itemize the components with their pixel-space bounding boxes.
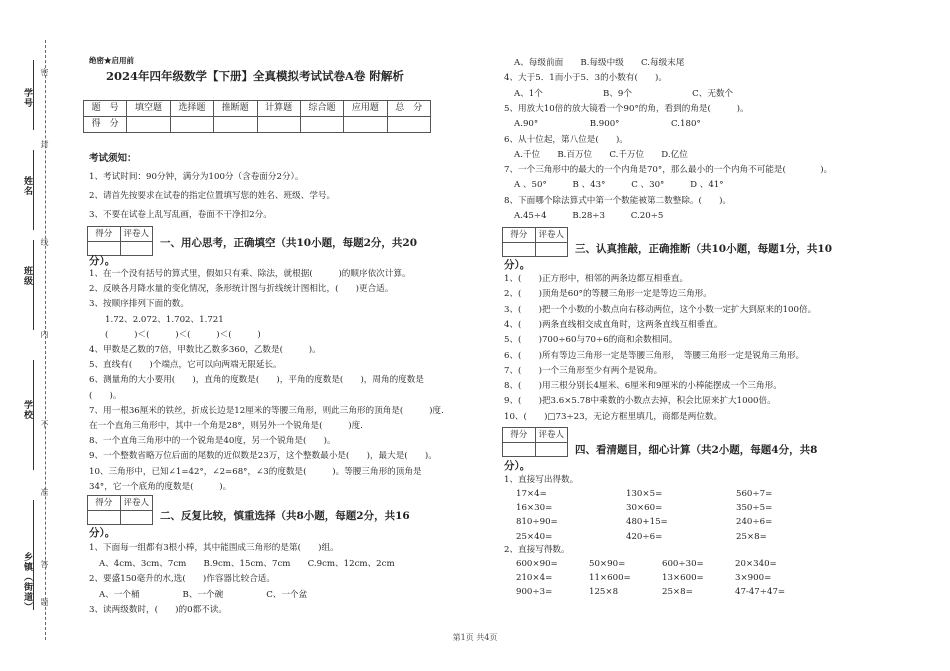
notice-item: 2、请首先按要求在试卷的指定位置填写您的姓名、班级、学号。 [89,191,336,201]
calc-item: 240÷6= [736,517,773,528]
calc-item: 125×8 [589,587,619,598]
calc-item: 600×90= [516,559,558,569]
question-line: 4、大于5．1而小于5．3的小数有( )。 [504,73,667,84]
score-table-cell: 综合题 [300,101,343,117]
question-line: A、1个 B、9个 C、无数个 [514,88,734,99]
score-table-cell: 应用题 [344,101,387,117]
grader-box-grader: 评卷人 [123,229,149,239]
grader-box-grader: 评卷人 [123,498,149,508]
question-line: A 、50° B 、43° C 、30° D 、41° [514,180,724,191]
calc-item: 30×60= [626,503,663,514]
score-table [83,100,431,133]
page-title: 2024年四年级数学【下册】全真模拟考试试卷A卷 附解析 [106,69,404,83]
calc-item: 25×40= [516,531,553,542]
judgement-line: 8、( )用三根分别长4厘米、6厘米和9厘米的小棒能摆成一个三角形。 [504,381,782,392]
grader-box-grader: 评卷人 [538,430,564,440]
section3-heading: 三、认真推敲，正确推断（共10小题，每题1分，共10 [575,243,833,255]
calc-item: 25×8= [736,531,767,542]
question-line: 1.72、2.072、1.702、1.721 [105,314,224,325]
notice-title: 考试须知： [89,153,137,164]
section4-heading-tail: 分）。 [504,460,531,472]
score-table-cell: 得 分 [84,117,127,133]
margin-label-township: 乡镇（街道） [22,552,32,612]
score-table-cell: 总 分 [387,101,430,117]
binding-dashed-line [45,40,46,640]
section4-heading: 四、看清题目，细心计算（共2小题，每题4分，共8 [575,444,818,456]
calc-item: 20×340= [735,559,777,569]
question-line: A.45÷4 B.28÷3 C.20÷5 [514,211,664,221]
question-line: 3、读两级数时，( )的0都不读。 [89,605,227,616]
question-line: 在一个直角三角形中，其中一个角是28°，则另外一个锐角是( )度. [89,421,363,431]
question-line: 1、在一个没有括号的算式里，假如只有乘、除法，就根据( )的顺序依次计算。 [89,269,411,279]
question-line: 1、下面每一组都有3根小棒，其中能围成三角形的是第( )组。 [89,543,339,553]
seal-mark-5: 不 [40,420,49,428]
question-line: A、4cm、3cm、7cm B.9cm、15cm、7cm C.9cm、12cm、2cm [99,558,395,569]
margin-label-student-id: 学号 [22,88,32,108]
judgement-line: 2、( )顶角是60°的等腰三角形一定是等边三角形。 [504,289,712,300]
score-input-cell[interactable] [300,117,343,133]
score-table-header-row [84,101,431,117]
question-line: 2、反映各月降水量的变化情况，条形统计图与折线统计图相比，( )更合适。 [89,284,394,295]
question-line: 34°，它一个底角的度数是( )。 [89,481,232,492]
section4-sub1: 1、直接写出得数。 [504,475,579,485]
question-line: 7、用一根36厘米的铁丝，折成长边是12厘米的等腰三角形，则此三角形的顶角是( )度. [89,405,444,416]
score-table-cell: 计算题 [257,101,300,117]
section2-heading: 二、反复比较，慎重选择（共8小题，每题2分，共16 [160,510,410,522]
grader-box-blank[interactable] [502,442,568,457]
score-table-cell: 题 号 [84,101,127,117]
seal-mark-6: 准 [40,488,49,496]
notice-item: 1、考试时间：90分钟，满分为100分（含卷面分2分）。 [89,172,304,182]
judgement-line: 7、( )一个三角形至少有两个是锐角。 [504,365,663,376]
score-input-cell[interactable] [257,117,300,133]
calc-item: 16×30= [516,503,553,514]
score-table-cell: 选择题 [170,101,213,117]
name-underline [33,150,34,230]
seal-mark-4: 内 [40,330,49,338]
grader-box [502,227,568,243]
question-line: 3、按顺序排列下面的数。 [89,299,189,310]
seal-mark-2: 封 [40,140,49,148]
question-line: 4、甲数是乙数的7倍，甲数比乙数多360，乙数是( )。 [89,345,321,355]
calc-item: 900÷3= [516,587,553,598]
section4-sub2: 2、直接写得数。 [504,545,570,555]
seal-mark-3: 线 [40,238,49,246]
calc-item: 560÷7= [736,489,773,499]
question-line: 2、要盛150毫升的水,选( )作容器比较合适。 [89,574,275,585]
judgement-line: 6、( )所有等边三角形一定是等腰三角形， 等腰三角形一定是锐角三角形。 [504,350,805,361]
score-input-cell[interactable] [344,117,387,133]
grader-box-score: 得分 [503,428,536,442]
question-line: ( )。 [89,390,122,401]
question-line: 5、用放大10倍的放大镜看一个90°的角，看到的角是( )。 [504,103,749,114]
question-line: 7、一个三角形中的最大的一个内角是70°，那么最小的一个内角不可能是( )。 [504,165,833,176]
calc-item: 17×4= [516,489,547,499]
seal-mark-7: 答 [40,560,49,568]
question-line: 10、三角形中，已知∠1=42°，∠2=68°，∠3的度数是( )。等腰三角形的顶角是 [89,466,422,477]
seal-mark-1: 密 [40,68,49,76]
calc-item: 25×8= [662,587,693,598]
calc-item: 210×4= [516,573,553,584]
score-input-cell[interactable] [170,117,213,133]
question-line: 8、下面哪个除法算式中第一个数能被第二数整除。( )。 [504,195,732,206]
grader-box-score: 得分 [88,496,121,510]
calc-item: 47-47÷47= [735,587,786,598]
calc-item: 420÷6= [626,531,663,542]
score-input-cell[interactable] [127,117,170,133]
notice-item: 3、不要在试卷上乱写乱画，卷面不干净扣2分。 [89,210,272,220]
township-underline [33,500,34,610]
question-line: 9、一个整数省略万位后面的尾数的近似数是23万，这个整数最小是( )，最大是( )。 [89,451,437,462]
score-table-cell: 填空题 [127,101,170,117]
score-table-score-row [84,117,431,133]
section1-heading-tail: 分）。 [89,255,116,267]
question-line: A.千位 B.百万位 C.千万位 D.亿位 [514,149,688,160]
question-line: 6、从十位起，第八位是( )。 [504,134,628,145]
grader-box-score: 得分 [503,228,536,242]
judgement-line: 1、( )正方形中，相邻的两条边都互相垂直。 [504,274,689,284]
judgement-line: 10、( )□73÷23，无论方框里填几，商都是两位数。 [504,411,723,422]
calc-item: 810÷90= [516,517,558,528]
class-underline [33,240,34,330]
section2-heading-tail: 分）。 [89,527,116,539]
margin-label-class: 班级 [22,266,32,286]
question-line: 8、一个直角三角形中的一个锐角是40度，另一个锐角是( )。 [89,436,336,447]
margin-label-name: 姓名 [22,176,32,196]
grader-box [502,427,568,443]
judgement-line: 4、( )两条直线相交成直角时，这两条直线互相垂直。 [504,319,723,330]
calc-item: 13×600= [662,573,704,584]
calc-item: 350÷5= [736,503,773,514]
grader-box-blank[interactable] [87,241,153,256]
calc-item: 50×90= [589,559,626,569]
score-table-cell: 推断题 [214,101,257,117]
question-line: A.90° B.900° C.180° [514,119,701,130]
judgement-line: 5、( )700÷60与70÷6的商和余数相同。 [504,335,678,346]
calc-item: 130×5= [626,489,663,499]
question-line: 6、测量角的大小要用( )，直角的度数是( )，平角的度数是( )，周角的度数是 [89,375,424,386]
student-id-underline [33,60,34,130]
grader-box-score: 得分 [88,227,121,241]
section3-heading-tail: 分）。 [504,259,531,271]
school-underline [33,360,34,470]
section1-heading: 一、用心思考，正确填空（共10小题，每题2分，共20 [160,237,418,249]
question-line: ( )＜( )＜( )＜( ) [105,329,261,340]
page-footer: 第1页 共4页 [452,633,498,642]
grader-box-blank[interactable] [87,510,153,525]
calc-item: 11×600= [589,573,631,584]
judgement-line: 9、( )把3.6×5.78中乘数的小数点去掉，积会比原来扩大1000倍。 [504,396,776,407]
grader-box [87,495,153,511]
calc-item: 600÷30= [662,559,704,569]
secret-label: 绝密★启用前 [89,56,134,65]
seal-mark-8: 题 [40,598,49,606]
grader-box-grader: 评卷人 [538,230,564,240]
judgement-line: 3、( )把一个小数的小数点向右移动两位，这个小数一定扩大到原来的100倍。 [504,304,817,315]
question-line: A、每级前面 B.每级中级 C.每级末尾 [514,58,685,68]
calc-item: 3×900= [735,573,772,584]
grader-box-blank[interactable] [502,242,568,257]
question-line: A、一个桶 B、一个碗 C、一个盆 [99,589,308,600]
margin-label-school: 学校 [22,400,32,420]
grader-box [87,226,153,242]
question-line: 5、直线有( )个端点，它可以向两端无限延长。 [89,360,282,371]
calc-item: 480+15= [626,517,668,528]
score-input-cell[interactable] [387,117,430,133]
score-input-cell[interactable] [214,117,257,133]
